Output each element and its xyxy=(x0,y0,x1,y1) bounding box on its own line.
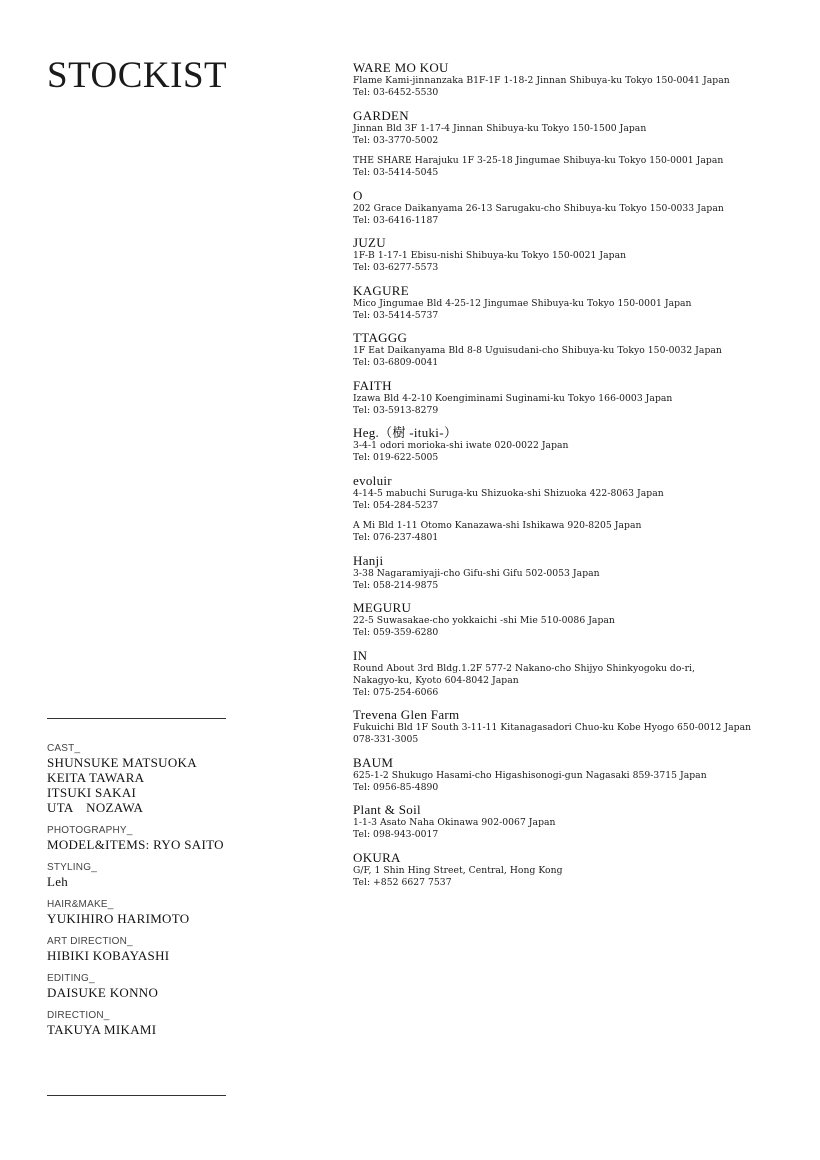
credit-group xyxy=(47,935,307,963)
stockist-name: BAUM xyxy=(353,754,394,770)
stockist-entry xyxy=(353,520,793,544)
credit-label: EDITING_ xyxy=(47,973,95,984)
credit-group xyxy=(47,742,307,815)
stockist-entry xyxy=(353,155,793,179)
stockist-detail: Tel: 098-943-0017 xyxy=(353,829,439,840)
stockist-entry xyxy=(353,108,793,147)
stockist-entry xyxy=(353,473,793,512)
credit-label: ART DIRECTION_ xyxy=(47,936,133,947)
stockist-detail: 1F-B 1-17-1 Ebisu-nishi Shibuya-ku Tokyo 150-0021 Japan xyxy=(353,250,627,261)
stockist-detail: Tel: 03-6416-1187 xyxy=(353,214,439,226)
stockist-detail: Fukuichi Bld 1F South 3-11-11 Kitanagasadori Chuo-ku Kobe Hyogo 650-0012 Japan xyxy=(353,722,752,733)
stockist-detail: A Mi Bld 1-11 Otomo Kanazawa-shi Ishikawa 920-8205 Japan xyxy=(353,520,642,531)
stockist-name: KAGURE xyxy=(353,282,409,298)
stockist-entry xyxy=(353,553,793,592)
stockist-entry xyxy=(353,60,793,99)
credits-top-divider xyxy=(47,718,226,719)
stockist-detail: Flame Kami-jinnanzaka B1F-1F 1-18-2 Jinnan Shibuya-ku Tokyo 150-0041 Japan xyxy=(353,75,730,86)
credit-label: DIRECTION_ xyxy=(47,1010,110,1021)
stockist-entry xyxy=(353,188,793,227)
stockist-entry xyxy=(353,707,793,746)
stockist-detail: 202 Grace Daikanyama 26-13 Sarugaku-cho Shibuya-ku Tokyo 150-0033 Japan xyxy=(353,202,724,214)
credit-name: MODEL&ITEMS: RYO SAITO xyxy=(47,837,224,852)
stockist-detail: 1-1-3 Asato Naha Okinawa 902-0067 Japan xyxy=(353,817,556,828)
stockist-detail: Tel: 03-5414-5737 xyxy=(353,309,439,321)
credit-name: Leh xyxy=(47,874,69,889)
credit-group xyxy=(47,824,307,852)
stockist-entry xyxy=(353,425,793,464)
stockist-detail: Tel: 059-359-6280 xyxy=(353,627,439,638)
stockist-entry xyxy=(353,850,793,889)
stockist-detail: 3-38 Nagaramiyaji-cho Gifu-shi Gifu 502-0053 Japan xyxy=(353,567,600,579)
credit-label: CAST_ xyxy=(47,743,81,754)
page-title: STOCKIST xyxy=(47,55,228,96)
stockist-detail: Tel: 03-3770-5002 xyxy=(353,134,439,146)
stockist-entry xyxy=(353,600,793,639)
stockist-detail: Tel: 054-284-5237 xyxy=(353,499,439,511)
stockist-detail: Round About 3rd Bldg.1.2F 577-2 Nakano-cho Shijyo Shinkyogoku do-ri, xyxy=(353,662,695,674)
stockist-name: FAITH xyxy=(353,377,392,393)
credit-name: HIBIKI KOBAYASHI xyxy=(47,948,170,963)
stockist-detail: 3-4-1 odori morioka-shi iwate 020-0022 Japan xyxy=(353,440,569,451)
stockist-detail: Jinnan Bld 3F 1-17-4 Jinnan Shibuya-ku Tokyo 150-1500 Japan xyxy=(353,122,647,134)
credits-bottom-divider xyxy=(47,1095,226,1096)
stockist-name: GARDEN xyxy=(353,107,409,123)
credit-name: KEITA TAWARA xyxy=(47,770,145,785)
stockist-detail: 4-14-5 mabuchi Suruga-ku Shizuoka-shi Shizuoka 422-8063 Japan xyxy=(353,487,664,499)
stockist-entry xyxy=(353,235,793,274)
stockist-detail: Tel: 03-6809-0041 xyxy=(353,357,439,368)
stockist-detail: 078-331-3005 xyxy=(353,734,419,745)
stockist-detail: Tel: +852 6627 7537 xyxy=(353,876,452,888)
stockist-name: Hanji xyxy=(353,552,384,568)
stockist-name: OKURA xyxy=(353,849,401,865)
stockist-detail: Nakagyo-ku, Kyoto 604-8042 Japan xyxy=(353,674,519,686)
stockist-name: O xyxy=(353,187,363,203)
stockist-detail: 1F Eat Daikanyama Bld 8-8 Uguisudani-cho Shibuya-ku Tokyo 150-0032 Japan xyxy=(353,345,722,356)
stockist-detail: Izawa Bld 4-2-10 Koengiminami Suginami-ku Tokyo 166-0003 Japan xyxy=(353,392,673,404)
stockist-name: MEGURU xyxy=(353,600,412,615)
stockist-entry xyxy=(353,378,793,417)
stockist-detail: G/F, 1 Shin Hing Street, Central, Hong Kong xyxy=(353,864,563,876)
stockist-detail: Tel: 03-6452-5530 xyxy=(353,87,439,98)
stockist-detail: Tel: 03-6277-5573 xyxy=(353,262,439,273)
stockist-name: evoluir xyxy=(353,472,392,488)
stockist-detail: Tel: 03-5414-5045 xyxy=(353,167,439,178)
stockist-detail: Tel: 0956-85-4890 xyxy=(353,781,439,793)
stockist-detail: Tel: 075-254-6066 xyxy=(353,686,439,698)
stockist-detail: THE SHARE Harajuku 1F 3-25-18 Jingumae Shibuya-ku Tokyo 150-0001 Japan xyxy=(353,155,724,166)
stockist-name: Plant & Soil xyxy=(353,802,421,817)
credit-group xyxy=(47,972,307,1000)
stockist-detail: Tel: 058-214-9875 xyxy=(353,579,439,591)
credit-name: TAKUYA MIKAMI xyxy=(47,1022,157,1037)
stockist-entry xyxy=(353,755,793,794)
stockist-name: Trevena Glen Farm xyxy=(353,707,460,722)
credit-name: ITSUKI SAKAI xyxy=(47,785,137,800)
credit-name: YUKIHIRO HARIMOTO xyxy=(47,911,190,926)
credit-group xyxy=(47,861,307,889)
stockist-name: TTAGGG xyxy=(353,330,408,345)
credit-label: PHOTOGRAPHY_ xyxy=(47,825,133,836)
credit-label: STYLING_ xyxy=(47,862,97,873)
stockist-list xyxy=(353,60,793,897)
credit-name: DAISUKE KONNO xyxy=(47,985,159,1000)
stockist-detail: Tel: 03-5913-8279 xyxy=(353,404,439,416)
credit-group xyxy=(47,1009,307,1037)
stockist-name: IN xyxy=(353,647,368,663)
stockist-entry xyxy=(353,330,793,369)
credits-block xyxy=(47,742,307,1046)
stockist-detail: 625-1-2 Shukugo Hasami-cho Higashisonogi-gun Nagasaki 859-3715 Japan xyxy=(353,769,707,781)
stockist-name: WARE MO KOU xyxy=(353,60,449,75)
credit-name: SHUNSUKE MATSUOKA xyxy=(47,755,197,770)
stockist-name: JUZU xyxy=(353,235,386,250)
credit-name: UTA NOZAWA xyxy=(47,800,144,815)
stockist-detail: Mico Jingumae Bld 4-25-12 Jingumae Shibuya-ku Tokyo 150-0001 Japan xyxy=(353,297,692,309)
stockist-detail: Tel: 076-237-4801 xyxy=(353,532,439,543)
stockist-entry xyxy=(353,648,793,699)
credit-label: HAIR&MAKE_ xyxy=(47,899,114,910)
stockist-entry xyxy=(353,283,793,322)
stockist-detail: Tel: 019-622-5005 xyxy=(353,452,439,463)
credit-group xyxy=(47,898,307,926)
stockist-entry xyxy=(353,802,793,841)
stockist-name: Heg.（樹 -ituki-） xyxy=(353,425,458,440)
stockist-detail: 22-5 Suwasakae-cho yokkaichi -shi Mie 510-0086 Japan xyxy=(353,615,615,626)
